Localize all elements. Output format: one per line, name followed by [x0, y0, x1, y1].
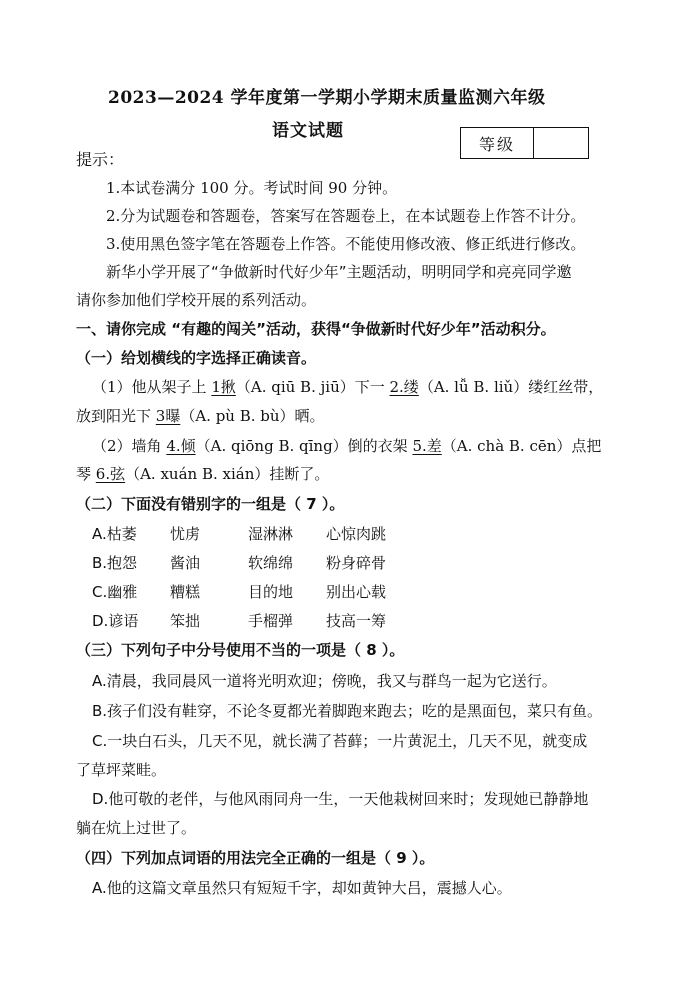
tip-item-2: 2.分为试题卷和答题卷，答案写在答题卷上，在本试题卷上作答不计分。	[106, 207, 586, 225]
q1-line-1-text-b: （A. qiū B. jiū）下一	[235, 378, 390, 396]
q2-b-word-3: 软绵绵	[248, 554, 294, 572]
q3-option-c-line-1: C.一块白石头，几天不见，就长满了苔藓；一片黄泥土，几天不见，就变成	[92, 732, 588, 750]
q2-a-word-2: 忧虏	[170, 525, 201, 543]
section-1-heading: 一、请你完成 “有趣的闯关”活动，获得“争做新时代好少年”活动积分。	[76, 320, 556, 338]
q3-option-b: B.孩子们没有鞋穿，不论冬夏都光着脚跑来跑去；吃的是黑面包，菜只有鱼。	[92, 702, 603, 720]
q1-underlined-3: 3曝	[155, 407, 181, 425]
tip-item-3: 3.使用黑色签字笔在答题卷上作答。不能使用修改液、修正纸进行修改。	[106, 235, 586, 253]
q2-heading: （二）下面没有错别字的一组是（ 7 ）。	[76, 495, 345, 513]
q2-a-word-4: 心惊肉跳	[326, 525, 387, 543]
q1-line-2-text-a: 放到阳光下	[76, 407, 156, 425]
q2-c-word-1: C.幽雅	[92, 583, 138, 601]
q2-option-b	[92, 553, 386, 573]
q3-option-d-line-2: 躺在炕上过世了。	[76, 819, 197, 837]
q2-b-word-4: 粉身碎骨	[326, 554, 387, 572]
tips-label: 提示：	[76, 150, 125, 169]
q1-line-4	[76, 464, 329, 484]
intro-line-1: 新华小学开展了“争做新时代好少年”主题活动，明明同学和亮亮同学邀	[106, 263, 572, 281]
q1-underlined-1: 1揪	[211, 378, 236, 396]
q1-line-3-text-b: （A. qiōng B. qīng）倒的衣架	[195, 437, 413, 455]
exam-title: 2023—2024 学年度第一学期小学期末质量监测六年级	[108, 88, 546, 108]
q2-c-word-3: 目的地	[248, 583, 294, 601]
grade-value[interactable]	[534, 128, 588, 158]
q4-option-a: A.他的这篇文章虽然只有短短千字，却如黄钟大吕，震撼人心。	[92, 879, 512, 897]
q1-line-1	[92, 377, 603, 397]
q1-line-4-text-a: 琴	[76, 465, 96, 483]
q2-d-word-4: 技高一筹	[326, 612, 387, 630]
q1-heading: （一）给划横线的字选择正确读音。	[76, 349, 317, 367]
q2-a-word-1: A.枯萎	[92, 525, 137, 543]
q2-option-a	[92, 524, 386, 544]
q2-d-word-2: 笨拙	[170, 612, 201, 630]
q2-d-word-1: D.谚语	[92, 612, 139, 630]
q1-line-4-text-b: （A. xuán B. xián）挂断了。	[125, 465, 330, 483]
q1-underlined-5: 5.差	[412, 437, 442, 455]
intro-line-2: 请你参加他们学校开展的系列活动。	[76, 291, 317, 309]
q1-line-3	[92, 436, 601, 456]
q1-underlined-2: 2.缕	[389, 378, 419, 396]
q1-line-1-text-c: （A. lǚ B. liǔ）缕红丝带，	[418, 378, 604, 396]
q1-line-2-text-b: （A. pù B. bù）晒。	[180, 407, 325, 425]
q3-option-d-line-1: D.他可敬的老伴，与他风雨同舟一生，一天他栽树回来时；发现她已静静地	[92, 790, 589, 808]
q1-line-1-text-a: （1）他从架子上	[92, 378, 212, 396]
q2-d-word-3: 手榴弹	[248, 612, 294, 630]
q2-option-d	[92, 611, 386, 631]
q2-b-word-1: B.抱怨	[92, 554, 138, 572]
q2-c-word-2: 糟糕	[170, 583, 201, 601]
q1-line-2	[76, 406, 325, 426]
grade-label: 等级	[461, 128, 534, 158]
tip-item-1: 1.本试卷满分 100 分。考试时间 90 分钟。	[106, 179, 398, 197]
q1-underlined-4: 4.倾	[166, 437, 196, 455]
q1-underlined-6: 6.弦	[95, 465, 126, 483]
grade-box	[460, 127, 589, 159]
q3-option-c-line-2: 了草坪菜畦。	[76, 761, 167, 779]
q3-heading: （三）下列句子中分号使用不当的一项是（ 8 ）。	[76, 641, 405, 659]
q3-option-a: A.清晨，我同晨风一道将光明欢迎；傍晚，我又与群鸟一起为它送行。	[92, 672, 557, 690]
q4-heading: （四）下列加点词语的用法完全正确的一组是（ 9 ）。	[76, 849, 435, 867]
subject-title: 语文试题	[272, 121, 344, 141]
q2-b-word-2: 酱油	[170, 554, 201, 572]
q2-a-word-3: 湿淋淋	[248, 525, 294, 543]
q1-line-3-text-a: （2）墙角	[92, 437, 167, 455]
q2-option-c	[92, 582, 386, 602]
q2-c-word-4: 别出心载	[326, 583, 387, 601]
q1-line-3-text-c: （A. chà B. cēn）点把	[441, 437, 602, 455]
